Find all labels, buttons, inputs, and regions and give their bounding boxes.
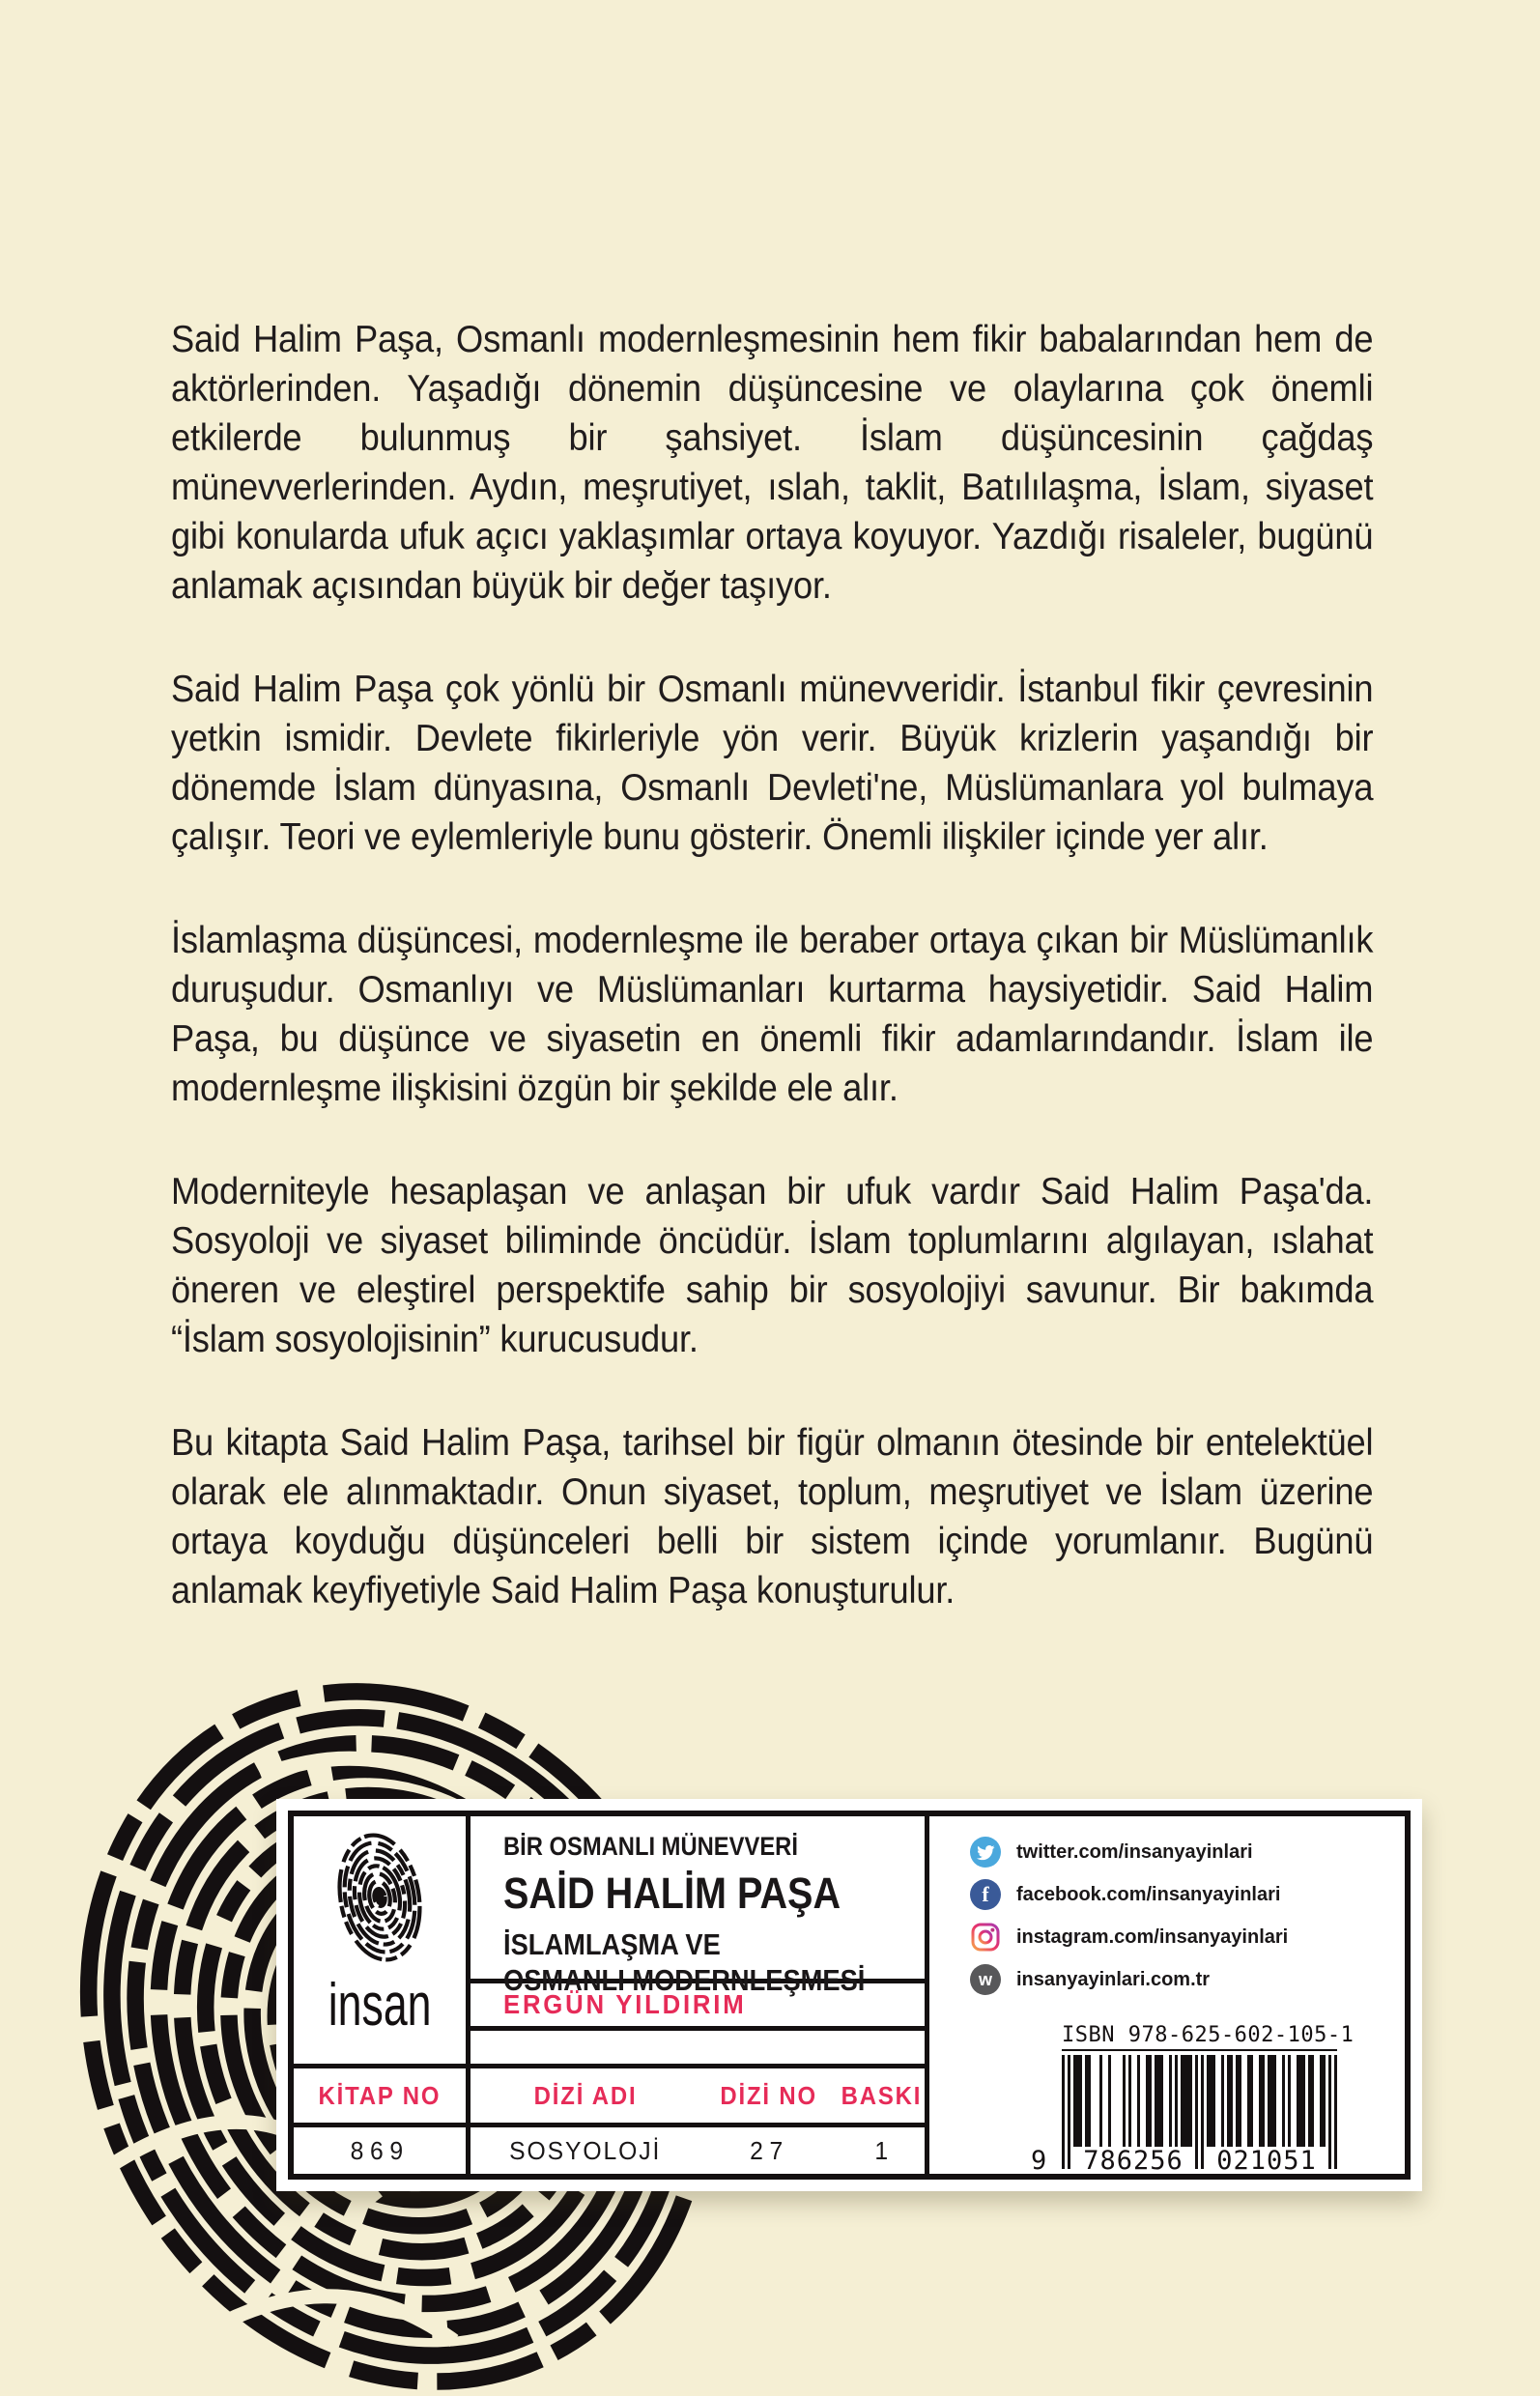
table-header-baski: BASKI <box>838 2068 925 2123</box>
table-value-baski: 1 <box>838 2127 925 2174</box>
twitter-icon <box>970 1837 1001 1868</box>
book-subtitle-line1: İSLAMLAŞMA VE <box>503 1927 721 1961</box>
insan-fingerprint-logo-icon <box>333 1830 426 1975</box>
back-cover-text <box>171 315 1373 1669</box>
table-header-dizi-no: DİZİ NO <box>705 2068 833 2123</box>
series-title: BİR OSMANLI MÜNEVVERİ <box>503 1832 798 1861</box>
instagram-icon <box>970 1922 1001 1953</box>
info-box-frame <box>288 1811 1411 2180</box>
twitter-handle: twitter.com/insanyayinlari <box>1016 1840 1253 1863</box>
blurb-paragraph: Said Halim Paşa çok yönlü bir Osmanlı münevveridir. İstanbul fikir çevresinin yetkin ismidir. Devlete fikirleriyle yön verir. Büyük krizlerin yaşandığı bir dönemde İslam dünyasına, Osmanlı Devleti'ne, Müslümanlara yol bulmaya çalışır. Teori ve eylemleriyle bunu gösterir. Önemli ilişkiler içinde yer alır. <box>171 669 1374 858</box>
table-value-row <box>471 2127 925 2174</box>
table-value-dizi-no: 27 <box>705 2127 833 2174</box>
publisher-logo-cell <box>294 1816 466 2064</box>
blurb-paragraph: Said Halim Paşa, Osmanlı modernleşmesinin hem fikir babalarından hem de aktörlerinden. Yaşadığı dönemin düşüncesine ve olaylarına çok önemli etkilerde bulunmuş bir şahsiyet. İslam düşüncesinin çağdaş münevverlerinden. Aydın, meşrutiyet, ıslah, taklit, Batılılaşma, İslam, siyaset gibi konularda ufuk açıcı yaklaşımlar ortaya koyuyor. Yazdığı risaleler, bugünü anlamak açısından büyük bir değer taşıyor. <box>171 319 1374 607</box>
website-url: insanyayinlari.com.tr <box>1016 1968 1211 1990</box>
facebook-handle: facebook.com/insanyayinlari <box>1016 1883 1281 1905</box>
blurb-paragraph: İslamlaşma düşüncesi, modernleşme ile beraber ortaya çıkan bir Müslümanlık duruşudur. Osmanlıyı ve Müslümanları kurtarma haysiyetidir. Said Halim Paşa, bu düşünce ve siyasetin en önemli fikir adamlarındandır. İslam ile modernleşme ilişkisini özgün bir şekilde ele alır. <box>171 920 1374 1109</box>
book-subtitle-line2: OSMANLI MODERNLEŞMESİ <box>503 1963 866 1997</box>
table-header-row <box>471 2068 925 2123</box>
website-icon: w <box>970 1964 1001 1995</box>
barcode-digits: 9 786256 021051 <box>1031 2146 1317 2176</box>
publisher-wordmark: insan <box>328 1972 432 2039</box>
social-row-twitter <box>970 1836 1405 1868</box>
facebook-icon: f <box>970 1879 1001 1910</box>
instagram-handle: instagram.com/insanyayinlari <box>1016 1925 1289 1948</box>
ean13-barcode <box>1031 2055 1337 2176</box>
spacer-cell <box>471 2031 925 2064</box>
contact-barcode-cell <box>929 1816 1405 2174</box>
book-title: SAİD HALİM PAŞA <box>503 1868 841 1918</box>
social-row-website <box>970 1963 1405 1996</box>
table-value-kitap-no: 869 <box>294 2127 466 2174</box>
barcode-block <box>1031 2023 1355 2176</box>
blurb-paragraph: Moderniteyle hesaplaşan ve anlaşan bir ufuk vardır Said Halim Paşa'da. Sosyoloji ve siyaset biliminde öncüdür. İslam toplumlarını algılayan, ıslahat öneren ve eleştirel perspektife sahip bir sosyolojiyi savunur. Bir bakımda “İslam sosyolojisinin” kurucusudur. <box>171 1171 1374 1360</box>
isbn-label: ISBN 978-625-602-105-1 <box>1062 2023 1337 2051</box>
social-row-facebook <box>970 1878 1405 1911</box>
author-name: ERGÜN YILDIRIM <box>503 1989 747 2019</box>
table-value-dizi-adi: SOSYOLOJİ <box>471 2127 700 2174</box>
social-row-instagram <box>970 1921 1405 1954</box>
blurb-paragraph: Bu kitapta Said Halim Paşa, tarihsel bir figür olmanın ötesinde bir entelektüel olarak ele alınmaktadır. Onun siyaset, toplum, meşrutiyet ve İslam üzerine ortaya koyduğu düşünceleri belli bir sistem içinde yorumlanır. Bugünü anlamak keyfiyetiyle Said Halim Paşa konuşturulur. <box>171 1422 1374 1612</box>
table-header-dizi-adi: DİZİ ADI <box>471 2068 700 2123</box>
table-header-kitap-no: KİTAP NO <box>294 2068 466 2123</box>
title-cell <box>471 1816 925 1997</box>
publisher-info-box <box>276 1799 1422 2191</box>
